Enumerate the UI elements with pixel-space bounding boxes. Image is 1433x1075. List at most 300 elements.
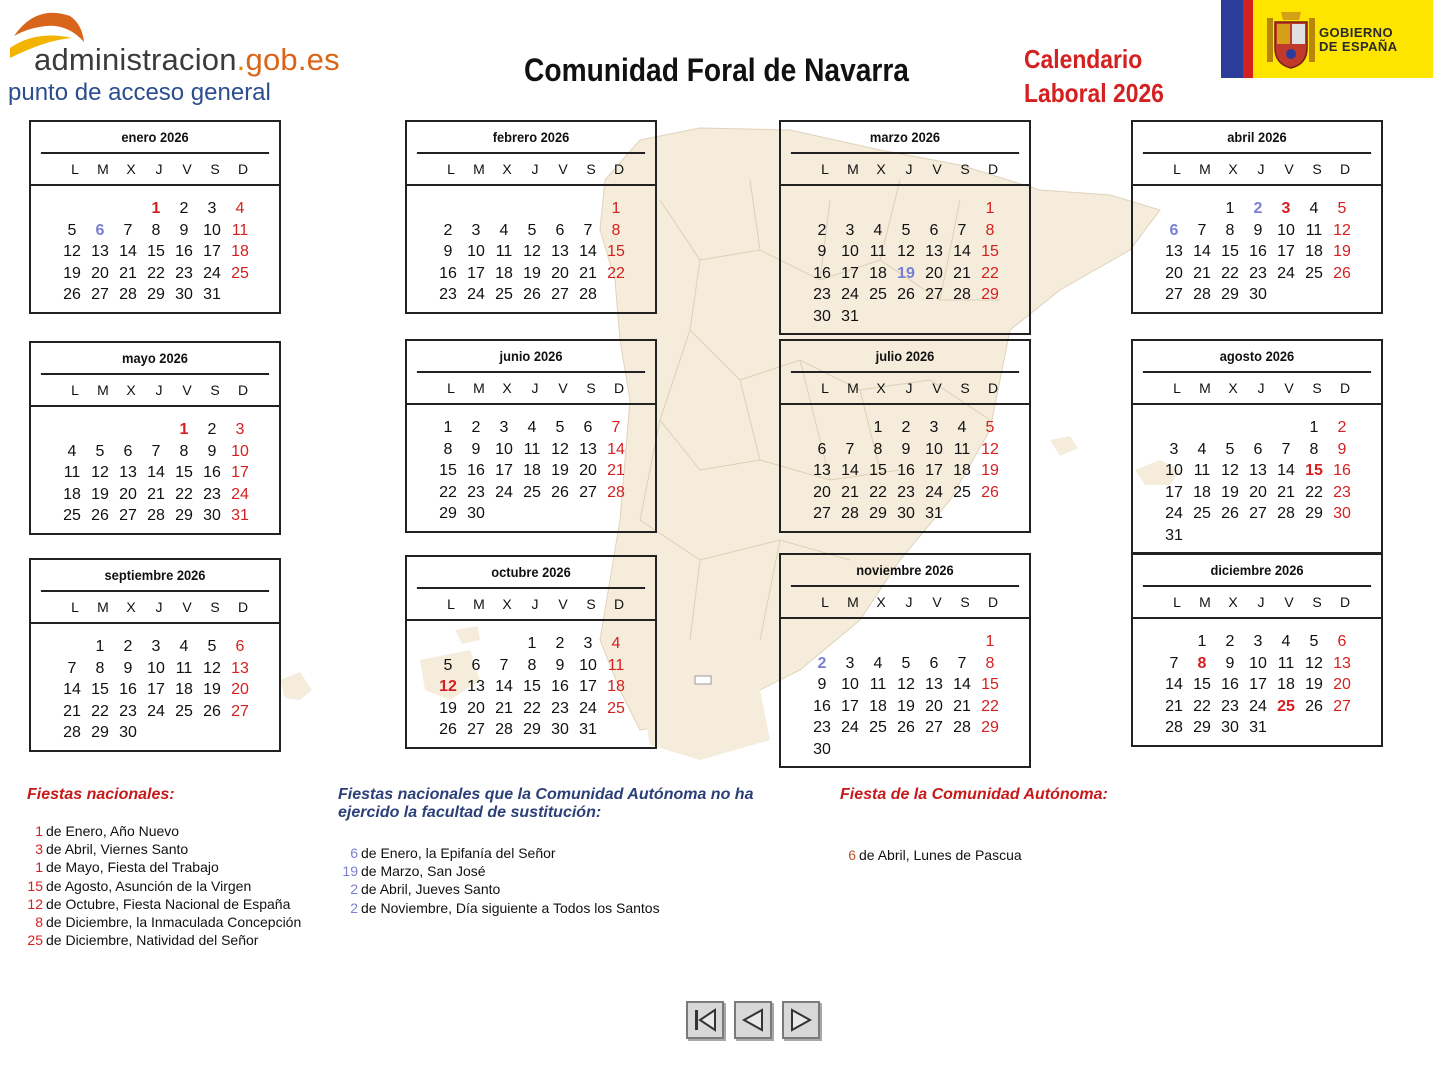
day-cell[interactable]: 9 [555,656,565,674]
day-cell[interactable]: 2 [471,419,481,436]
day-cell[interactable]: 4 [873,221,883,239]
day-cell[interactable]: 3 [499,419,509,436]
day-cell[interactable]: 25 [63,507,81,524]
day-cell[interactable]: 13 [231,659,249,677]
day-cell[interactable]: 21 [119,264,137,282]
day-cell[interactable]: 5 [95,442,105,460]
day-cell[interactable]: 22 [91,702,109,720]
day-cell[interactable]: 14 [119,243,137,260]
day-cell[interactable]: 6 [555,221,565,239]
day-cell[interactable]: 16 [1249,243,1267,260]
day-cell[interactable]: 26 [1333,264,1351,282]
day-cell[interactable]: 21 [1165,697,1183,715]
day-cell[interactable]: 4 [1197,440,1207,458]
day-cell[interactable]: 28 [119,286,137,303]
day-cell[interactable]: 25 [523,483,541,501]
day-cell[interactable]: 27 [91,286,109,303]
day-cell[interactable]: 20 [467,699,485,717]
day-cell[interactable]: 9 [901,440,911,458]
day-cell[interactable]: 7 [151,442,161,460]
day-cell[interactable]: 15 [439,462,457,479]
day-cell[interactable]: 27 [813,505,831,522]
day-cell[interactable]: 4 [235,200,245,217]
day-cell[interactable]: 26 [1305,697,1323,715]
day-cell[interactable]: 10 [841,676,859,693]
day-cell[interactable]: 29 [175,507,193,524]
day-cell[interactable]: 29 [439,505,457,522]
day-cell[interactable]: 2 [207,421,217,438]
day-cell[interactable]: 17 [1277,243,1295,260]
day-cell[interactable]: 29 [981,286,999,303]
day-cell[interactable]: 15 [1221,243,1239,260]
day-cell[interactable]: 28 [147,507,165,524]
day-cell[interactable]: 1 [95,638,105,655]
day-cell[interactable]: 2 [1225,633,1235,650]
day-cell[interactable]: 28 [953,286,971,303]
day-cell[interactable]: 6 [583,419,593,436]
day-cell[interactable]: 28 [1277,505,1295,522]
day-cell[interactable]: 20 [1249,483,1267,501]
day-cell[interactable]: 18 [175,681,193,698]
day-cell[interactable]: 12 [1221,462,1239,479]
day-cell[interactable]: 12 [1333,221,1351,239]
day-cell[interactable]: 16 [119,681,137,698]
day-cell[interactable]: 7 [123,221,133,239]
day-cell[interactable]: 18 [523,462,541,479]
day-cell[interactable]: 9 [179,221,189,239]
day-cell[interactable]: 11 [1193,462,1211,479]
day-cell[interactable]: 11 [231,221,249,239]
day-cell[interactable]: 2 [179,200,189,217]
day-cell[interactable]: 14 [607,440,625,458]
day-cell[interactable]: 25 [869,286,887,303]
day-cell[interactable]: 16 [813,264,831,282]
day-cell[interactable]: 22 [439,483,457,501]
day-cell[interactable]: 5 [1337,200,1347,217]
day-cell[interactable]: 25 [1193,505,1211,522]
day-cell[interactable]: 12 [1305,654,1323,672]
day-cell[interactable]: 20 [925,697,943,715]
day-cell[interactable]: 20 [551,264,569,282]
day-cell[interactable]: 12 [981,440,999,458]
day-cell[interactable]: 14 [63,681,81,698]
day-cell[interactable]: 2 [1337,419,1347,436]
day-cell[interactable]: 8 [527,656,537,674]
day-cell[interactable]: 25 [953,483,971,501]
day-cell[interactable]: 28 [1165,719,1183,736]
day-cell[interactable]: 23 [813,719,831,736]
day-cell[interactable]: 16 [1333,462,1351,479]
day-cell[interactable]: 13 [119,464,137,481]
day-cell[interactable]: 6 [929,221,939,239]
day-cell[interactable]: 7 [1281,440,1291,458]
day-cell[interactable]: 15 [1193,676,1211,693]
day-cell[interactable]: 29 [1221,286,1239,303]
day-cell[interactable]: 12 [91,464,109,481]
day-cell[interactable]: 17 [495,462,513,479]
day-cell[interactable]: 29 [523,721,541,738]
day-cell[interactable]: 11 [953,440,971,458]
day-cell[interactable]: 27 [925,719,943,736]
day-cell[interactable]: 30 [175,286,193,303]
day-cell[interactable]: 17 [579,678,597,695]
day-cell[interactable]: 27 [579,483,597,501]
day-cell[interactable]: 9 [471,440,481,458]
day-cell[interactable]: 10 [1165,462,1183,479]
gobierno-espana-logo[interactable] [1221,0,1433,78]
day-cell[interactable]: 5 [443,656,453,674]
day-cell[interactable]: 24 [1165,505,1183,522]
day-cell[interactable]: 20 [1165,264,1183,282]
day-cell[interactable]: 23 [175,264,193,282]
day-cell[interactable]: 14 [147,464,165,481]
day-cell[interactable]: 31 [1165,526,1183,544]
previous-page-button[interactable] [734,1001,772,1039]
day-cell[interactable]: 3 [929,419,939,436]
day-cell[interactable]: 13 [91,243,109,260]
day-cell[interactable]: 7 [957,221,967,239]
day-cell[interactable]: 30 [897,505,915,522]
day-cell[interactable]: 29 [981,719,999,736]
day-cell[interactable]: 18 [1305,243,1323,260]
day-cell[interactable]: 7 [583,221,593,239]
day-cell[interactable]: 21 [953,697,971,715]
day-cell[interactable]: 30 [551,721,569,738]
day-cell[interactable]: 12 [63,243,81,260]
day-cell[interactable]: 5 [1309,633,1319,650]
day-cell[interactable]: 26 [523,286,541,303]
day-cell[interactable]: 23 [467,483,485,501]
day-cell[interactable]: 18 [953,462,971,479]
day-cell[interactable]: 3 [1253,633,1263,650]
day-cell[interactable]: 11 [495,243,513,260]
day-cell[interactable]: 10 [231,442,249,460]
day-cell[interactable]: 12 [203,659,221,677]
day-cell[interactable]: 3 [845,654,855,672]
day-cell[interactable]: 25 [495,286,513,303]
next-page-button[interactable] [782,1001,820,1039]
day-cell[interactable]: 14 [953,243,971,260]
day-cell[interactable]: 13 [551,243,569,260]
day-cell[interactable]: 15 [1305,462,1323,479]
day-cell[interactable]: 29 [1305,505,1323,522]
day-cell[interactable]: 1 [443,419,453,436]
day-cell[interactable]: 22 [175,485,193,503]
day-cell[interactable]: 9 [817,676,827,693]
day-cell[interactable]: 30 [813,307,831,325]
day-cell[interactable]: 24 [1249,697,1267,715]
day-cell[interactable]: 7 [1169,654,1179,672]
day-cell[interactable]: 24 [467,286,485,303]
day-cell[interactable]: 4 [957,419,967,436]
day-cell[interactable]: 1 [179,421,189,438]
day-cell[interactable]: 18 [607,678,625,695]
day-cell[interactable]: 15 [869,462,887,479]
day-cell[interactable]: 13 [1333,654,1351,672]
day-cell[interactable]: 16 [467,462,485,479]
day-cell[interactable]: 19 [551,462,569,479]
day-cell[interactable]: 1 [527,635,537,652]
day-cell[interactable]: 20 [579,462,597,479]
day-cell[interactable]: 9 [817,243,827,260]
day-cell[interactable]: 2 [817,221,827,239]
day-cell[interactable]: 22 [523,699,541,717]
day-cell[interactable]: 7 [957,654,967,672]
day-cell[interactable]: 20 [1333,676,1351,693]
day-cell[interactable]: 6 [123,442,133,460]
day-cell[interactable]: 19 [1305,676,1323,693]
day-cell[interactable]: 20 [231,681,249,698]
day-cell[interactable]: 10 [1249,654,1267,672]
day-cell[interactable]: 21 [147,485,165,503]
administracion-gob-logo[interactable] [4,2,364,110]
day-cell[interactable]: 2 [817,654,827,672]
day-cell[interactable]: 15 [981,243,999,260]
day-cell[interactable]: 6 [929,654,939,672]
day-cell[interactable]: 15 [147,243,165,260]
day-cell[interactable]: 28 [953,719,971,736]
day-cell[interactable]: 28 [63,724,81,741]
day-cell[interactable]: 21 [63,702,81,720]
day-cell[interactable]: 20 [925,264,943,282]
day-cell[interactable]: 23 [439,286,457,303]
day-cell[interactable]: 30 [1249,286,1267,303]
day-cell[interactable]: 16 [813,697,831,715]
day-cell[interactable]: 5 [67,221,77,239]
day-cell[interactable]: 28 [1193,286,1211,303]
day-cell[interactable]: 6 [471,656,481,674]
day-cell[interactable]: 11 [1277,654,1295,672]
day-cell[interactable]: 11 [175,659,193,677]
day-cell[interactable]: 17 [1165,483,1183,501]
day-cell[interactable]: 10 [925,440,943,458]
day-cell[interactable]: 25 [1305,264,1323,282]
day-cell[interactable]: 5 [985,419,995,436]
day-cell[interactable]: 21 [953,264,971,282]
day-cell[interactable]: 2 [443,221,453,239]
day-cell[interactable]: 12 [897,676,915,693]
day-cell[interactable]: 22 [1193,697,1211,715]
day-cell[interactable]: 27 [1249,505,1267,522]
day-cell[interactable]: 18 [495,264,513,282]
day-cell[interactable]: 18 [1277,676,1295,693]
day-cell[interactable]: 31 [925,505,943,522]
day-cell[interactable]: 24 [1277,264,1295,282]
day-cell[interactable]: 5 [207,638,217,655]
day-cell[interactable]: 23 [813,286,831,303]
day-cell[interactable]: 9 [207,442,217,460]
day-cell[interactable]: 27 [467,721,485,738]
day-cell[interactable]: 13 [1165,243,1183,260]
day-cell[interactable]: 4 [873,654,883,672]
day-cell[interactable]: 19 [1333,243,1351,260]
day-cell[interactable]: 31 [231,507,249,524]
day-cell[interactable]: 19 [439,699,457,717]
day-cell[interactable]: 23 [551,699,569,717]
day-cell[interactable]: 6 [1169,221,1179,239]
day-cell[interactable]: 1 [151,200,161,217]
day-cell[interactable]: 12 [439,678,457,695]
day-cell[interactable]: 22 [981,697,999,715]
day-cell[interactable]: 19 [897,697,915,715]
day-cell[interactable]: 10 [147,659,165,677]
day-cell[interactable]: 28 [841,505,859,522]
day-cell[interactable]: 3 [1281,200,1291,217]
day-cell[interactable]: 21 [495,699,513,717]
day-cell[interactable]: 15 [607,243,625,260]
day-cell[interactable]: 18 [869,697,887,715]
day-cell[interactable]: 7 [1197,221,1207,239]
day-cell[interactable]: 12 [551,440,569,458]
day-cell[interactable]: 11 [63,464,81,481]
day-cell[interactable]: 11 [607,656,625,674]
day-cell[interactable]: 19 [981,462,999,479]
day-cell[interactable]: 18 [231,243,249,260]
day-cell[interactable]: 25 [607,699,625,717]
day-cell[interactable]: 15 [981,676,999,693]
day-cell[interactable]: 25 [175,702,193,720]
day-cell[interactable]: 16 [551,678,569,695]
day-cell[interactable]: 9 [1337,440,1347,458]
day-cell[interactable]: 24 [203,264,221,282]
day-cell[interactable]: 16 [175,243,193,260]
day-cell[interactable]: 3 [845,221,855,239]
day-cell[interactable]: 25 [1277,697,1295,715]
day-cell[interactable]: 22 [147,264,165,282]
day-cell[interactable]: 17 [467,264,485,282]
day-cell[interactable]: 26 [897,286,915,303]
day-cell[interactable]: 14 [495,678,513,695]
day-cell[interactable]: 26 [63,286,81,303]
day-cell[interactable]: 7 [845,440,855,458]
day-cell[interactable]: 16 [439,264,457,282]
day-cell[interactable]: 8 [179,442,189,460]
day-cell[interactable]: 29 [91,724,109,741]
day-cell[interactable]: 20 [813,483,831,501]
day-cell[interactable]: 15 [91,681,109,698]
day-cell[interactable]: 6 [95,221,105,239]
day-cell[interactable]: 4 [527,419,537,436]
day-cell[interactable]: 11 [1305,221,1323,239]
day-cell[interactable]: 5 [901,654,911,672]
day-cell[interactable]: 3 [235,421,245,438]
day-cell[interactable]: 22 [607,264,625,282]
day-cell[interactable]: 4 [611,635,621,652]
day-cell[interactable]: 31 [841,307,859,325]
first-page-button[interactable] [686,1001,724,1039]
day-cell[interactable]: 26 [551,483,569,501]
day-cell[interactable]: 3 [151,638,161,655]
day-cell[interactable]: 13 [925,243,943,260]
day-cell[interactable]: 1 [985,633,995,650]
day-cell[interactable]: 28 [579,286,597,303]
day-cell[interactable]: 13 [467,678,485,695]
day-cell[interactable]: 8 [873,440,883,458]
day-cell[interactable]: 14 [579,243,597,260]
day-cell[interactable]: 24 [925,483,943,501]
day-cell[interactable]: 31 [1249,719,1267,736]
day-cell[interactable]: 12 [523,243,541,260]
day-cell[interactable]: 17 [925,462,943,479]
day-cell[interactable]: 1 [985,200,995,217]
day-cell[interactable]: 26 [981,483,999,501]
day-cell[interactable]: 17 [231,464,249,481]
day-cell[interactable]: 23 [1221,697,1239,715]
day-cell[interactable]: 8 [1225,221,1235,239]
day-cell[interactable]: 10 [1277,221,1295,239]
day-cell[interactable]: 17 [841,697,859,715]
day-cell[interactable]: 1 [611,200,621,217]
day-cell[interactable]: 26 [897,719,915,736]
day-cell[interactable]: 26 [203,702,221,720]
day-cell[interactable]: 28 [495,721,513,738]
day-cell[interactable]: 6 [235,638,245,655]
day-cell[interactable]: 23 [203,485,221,503]
day-cell[interactable]: 1 [873,419,883,436]
day-cell[interactable]: 15 [175,464,193,481]
day-cell[interactable]: 19 [91,485,109,503]
day-cell[interactable]: 22 [869,483,887,501]
day-cell[interactable]: 8 [1309,440,1319,458]
day-cell[interactable]: 5 [527,221,537,239]
day-cell[interactable]: 27 [1165,286,1183,303]
day-cell[interactable]: 29 [869,505,887,522]
day-cell[interactable]: 1 [1225,200,1235,217]
day-cell[interactable]: 27 [231,702,249,720]
day-cell[interactable]: 27 [1333,697,1351,715]
day-cell[interactable]: 3 [207,200,217,217]
day-cell[interactable]: 26 [1221,505,1239,522]
day-cell[interactable]: 11 [869,243,887,260]
day-cell[interactable]: 15 [523,678,541,695]
day-cell[interactable]: 24 [495,483,513,501]
day-cell[interactable]: 16 [1221,676,1239,693]
day-cell[interactable]: 6 [1253,440,1263,458]
day-cell[interactable]: 17 [147,681,165,698]
day-cell[interactable]: 16 [897,462,915,479]
day-cell[interactable]: 30 [203,507,221,524]
day-cell[interactable]: 17 [203,243,221,260]
day-cell[interactable]: 18 [63,485,81,503]
day-cell[interactable]: 14 [1277,462,1295,479]
day-cell[interactable]: 24 [841,719,859,736]
day-cell[interactable]: 9 [1225,654,1235,672]
day-cell[interactable]: 13 [579,440,597,458]
day-cell[interactable]: 19 [897,264,915,282]
day-cell[interactable]: 22 [981,264,999,282]
day-cell[interactable]: 4 [67,442,77,460]
day-cell[interactable]: 29 [147,286,165,303]
day-cell[interactable]: 5 [901,221,911,239]
day-cell[interactable]: 14 [1165,676,1183,693]
day-cell[interactable]: 3 [1169,440,1179,458]
day-cell[interactable]: 18 [869,264,887,282]
day-cell[interactable]: 14 [953,676,971,693]
day-cell[interactable]: 8 [611,221,621,239]
day-cell[interactable]: 10 [579,656,597,674]
day-cell[interactable]: 14 [841,462,859,479]
day-cell[interactable]: 2 [123,638,133,655]
day-cell[interactable]: 13 [813,462,831,479]
day-cell[interactable]: 30 [467,505,485,522]
day-cell[interactable]: 2 [1253,200,1263,217]
day-cell[interactable]: 30 [1221,719,1239,736]
day-cell[interactable]: 25 [231,264,249,282]
day-cell[interactable]: 5 [555,419,565,436]
day-cell[interactable]: 13 [925,676,943,693]
day-cell[interactable]: 9 [443,243,453,260]
day-cell[interactable]: 8 [443,440,453,458]
